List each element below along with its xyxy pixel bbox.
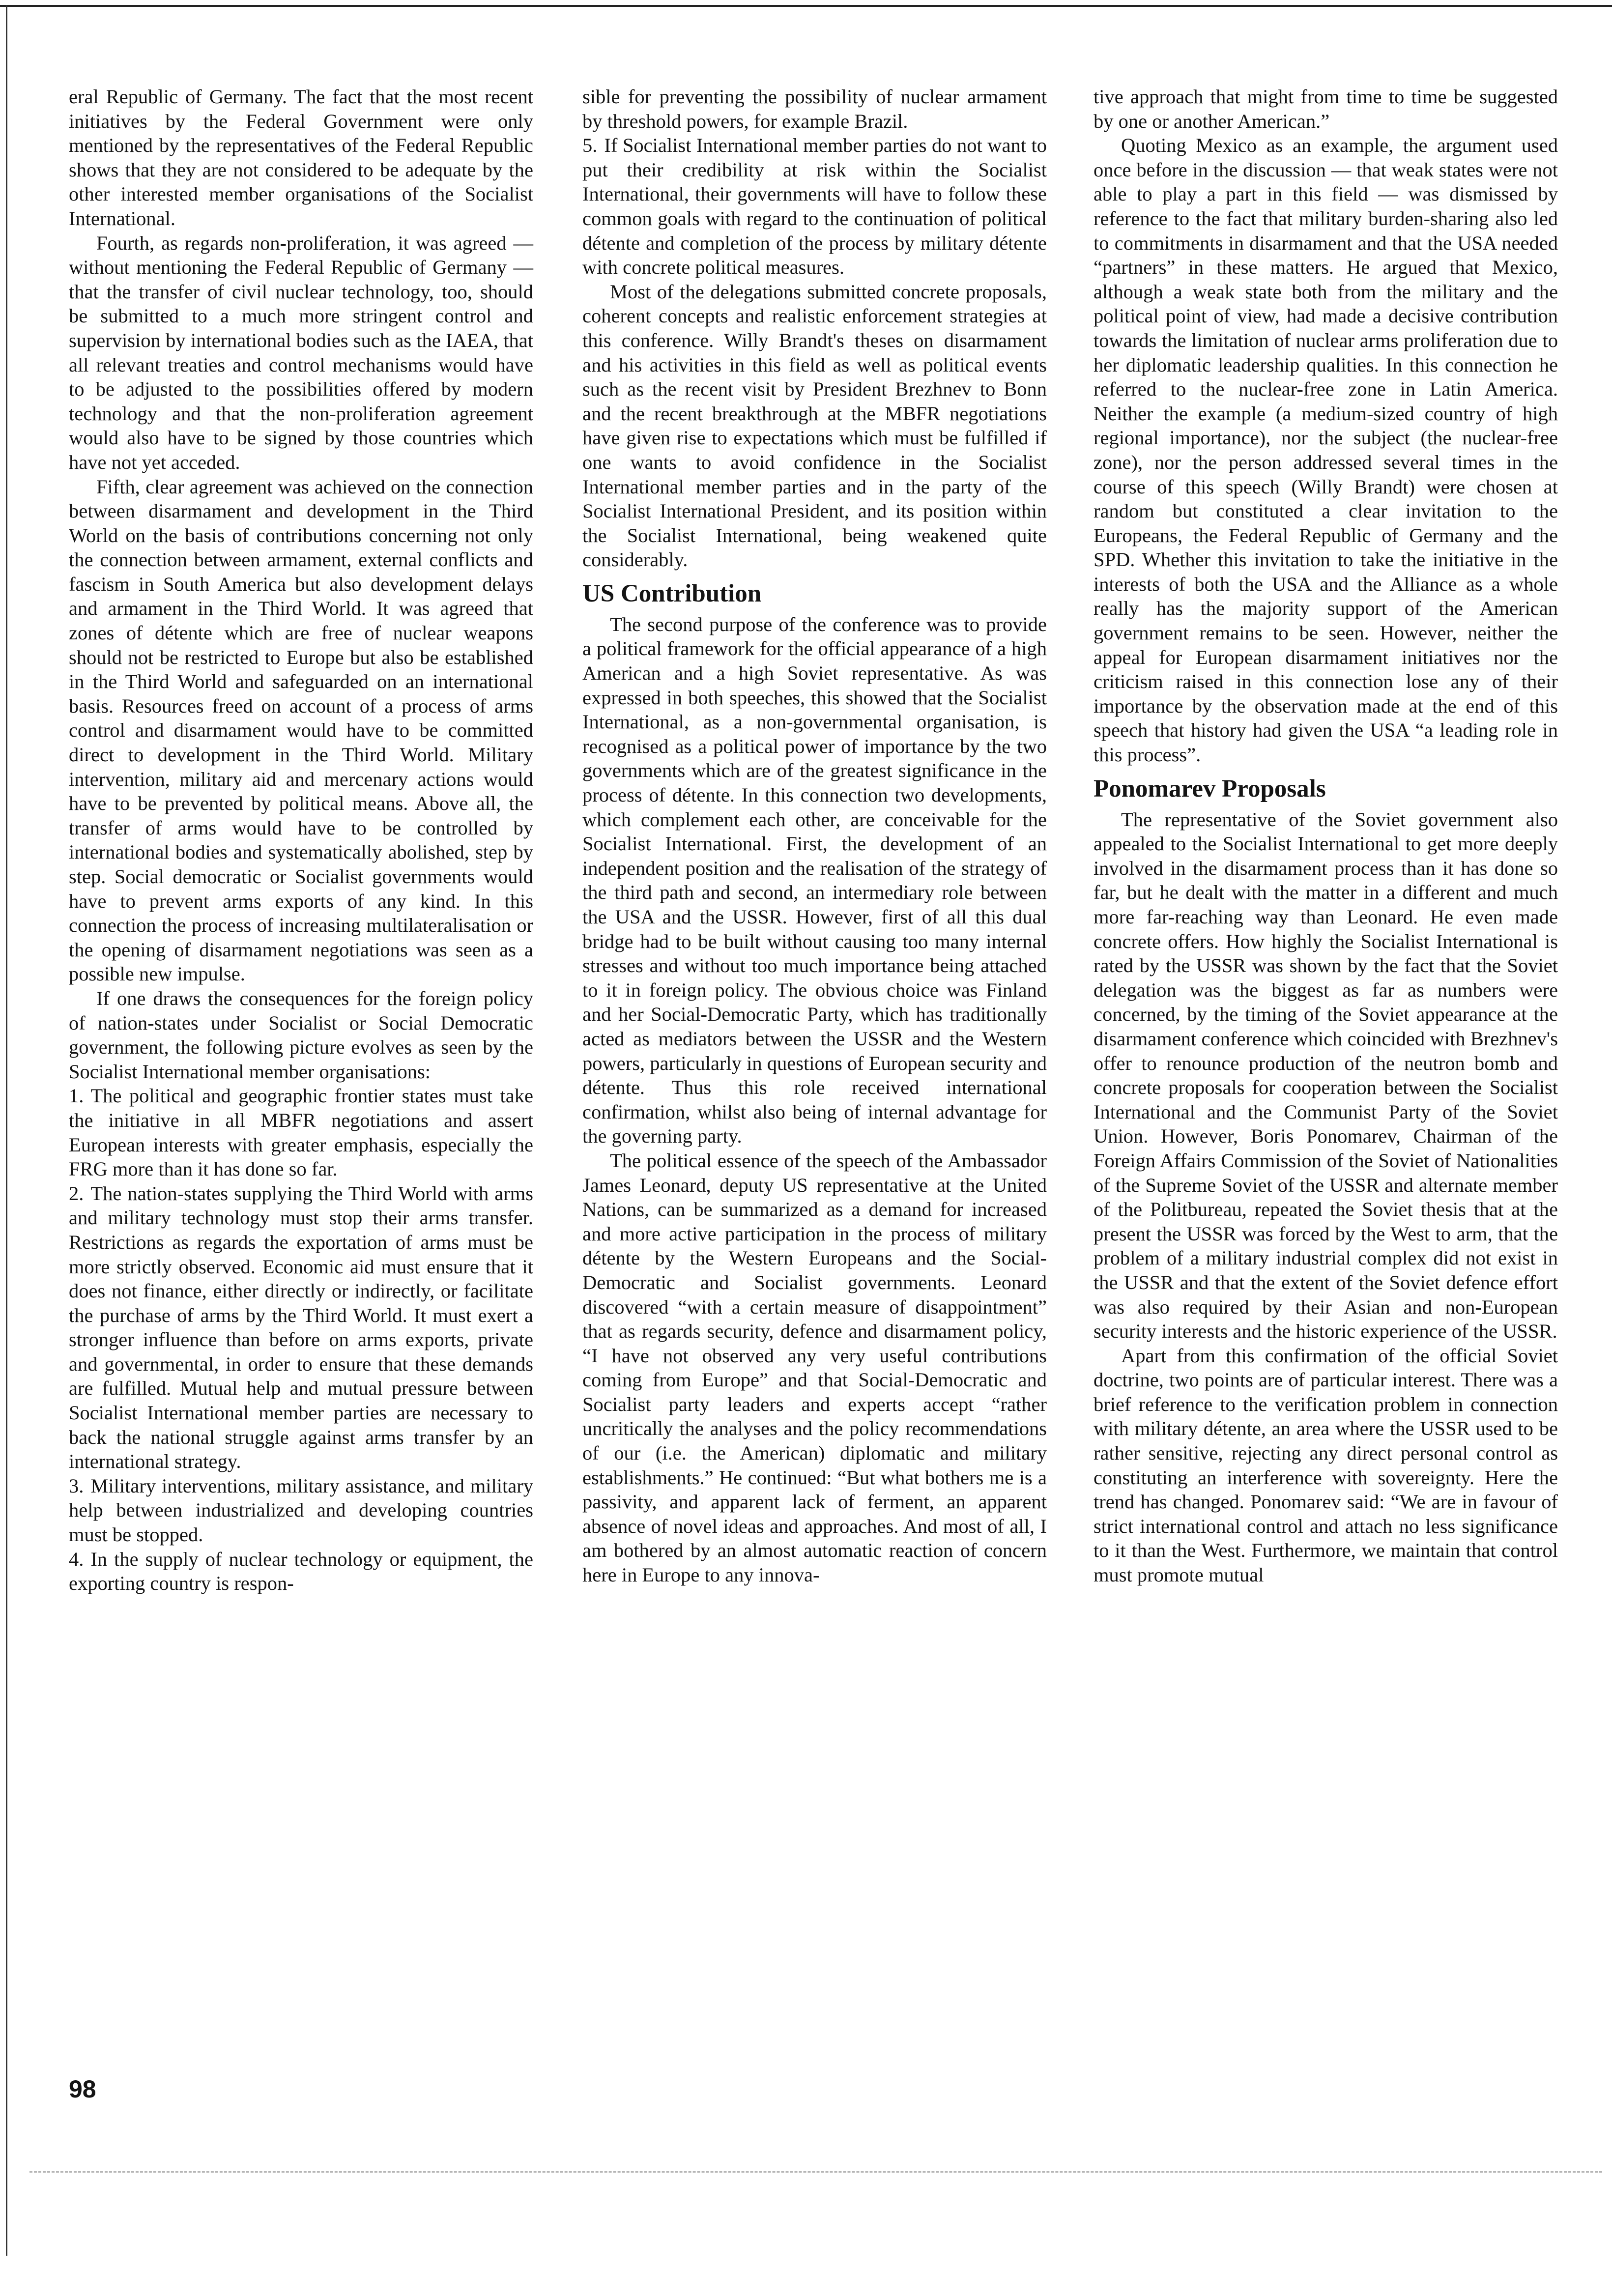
list-item xyxy=(69,1474,533,1547)
paragraph: Apart from this confirmation of the official Soviet doctrine, two points are of particular interest. There was a brief reference to the verification problem in connection with military détente, an area where the USSR used to be rather sensitive, rejecting any direct personal control as constituting an interference with sovereignty. Here the trend has changed. Ponomarev said: “We are in favour of strict international control and attach no less significance to it than the West. Furthermore, we maintain that control must promote mutual xyxy=(1094,1344,1558,1586)
paragraph: tive approach that might from time to time be suggested by one or another American.” xyxy=(1094,86,1558,132)
left-edge-rule xyxy=(6,5,7,2256)
paragraph: sible for preventing the possibility of nuclear armament by threshold powers, for example Brazil. xyxy=(582,86,1047,132)
paragraph: Quoting Mexico as an example, the argument used once before in the discussion — that weak states were not able to play a part in this field — was dismissed by reference to the fact that military burden-sharing also led to commitments in disarmament and that the USA needed “partners” in these matters. He argued that Mexico, although a weak state both from the military and the political point of view, had made a decisive contribution towards the limitation of nuclear arms proliferation due to her diplomatic leadership qualities. In this connection he referred to the nuclear-free zone in Latin America. Neither the example (a medium-sized country of high regional importance), nor the subject (the nuclear-free zone), nor the person addressed several times in the course of this speech (Willy Brandt) were chosen at random but constituted a clear invitation to the Europeans, the Federal Republic of Germany and the SPD. Whether this invitation to take the initiative in the interests of both the USA and the Alliance as a whole really has the majority support of the American government remains to be seen. However, neither the appeal for European disarmament initiatives nor the criticism raised in this connection lose any of their importance by the observation made at the end of this speech that history had given the USA “a leading role in this process”. xyxy=(1094,134,1558,766)
section-heading-ponomarev-proposals: Ponomarev Proposals xyxy=(1094,775,1326,803)
list-item xyxy=(69,1547,533,1596)
list-item xyxy=(69,1084,533,1181)
list-number: 2. xyxy=(69,1182,84,1205)
paragraph: Fourth, as regards non-proliferation, it was agreed — without mentioning the Federal Republic of Germany — that the transfer of civil nuclear technology, too, should be submitted to a much more stringent control and supervision by international bodies such as the IAEA, that all relevant treaties and control mechanisms would have to be adjusted to the possibilities offered by modern technology and that the non-proliferation agreement would also have to be signed by those countries which have not yet acceded. xyxy=(69,231,533,473)
list-text: Military interventions, military assistance, and military help between industrialized and developing countries must be stopped. xyxy=(69,1474,533,1546)
section-heading-us-contribution: US Contribution xyxy=(582,579,762,607)
list-number: 5. xyxy=(582,134,598,157)
paragraph: eral Republic of Germany. The fact that the most recent initiatives by the Federal Government were only mentioned by the representatives of the Federal Republic shows that they are not considered to be adequate by the other interested member organisations of the Socialist International. xyxy=(69,86,533,230)
list-item xyxy=(69,1181,533,1474)
paragraph: The political essence of the speech of the Ambassador James Leonard, deputy US representative at the United Nations, can be summarized as a demand for increased and more active participation in the process of military détente by the Western Europeans and the Social-Democratic and Socialist governments. Leonard discovered “with a certain measure of disappointment” that as regards security, defence and disarmament policy, “I have not observed any very useful contributions coming from Europe” and that Social-Democratic and Socialist party leaders and experts accept “rather uncritically the analyses and the policy recommendations of our (i.e. the American) diplomatic and military establishments.” He continued: “But what bothers me is a passivity, and apparent lack of ferment, an apparent absence of novel ideas and approaches. And most of all, I am bothered by an almost automatic reaction of concern here in Europe to any innova- xyxy=(582,1149,1047,1586)
list-number: 4. xyxy=(69,1548,84,1570)
text-column-3 xyxy=(1094,85,1558,1587)
page-number: 98 xyxy=(69,2075,96,2103)
list-number: 1. xyxy=(69,1085,84,1107)
paragraph: Fifth, clear agreement was achieved on the connection between disarmament and development in the Third World on the basis of contributions concerning not only the connection between armament, external conflicts and fascism in South America but also development delays and armament in the Third World. It was agreed that zones of détente which are free of nuclear weapons should not be restricted to Europe but also be established in the Third World and safeguarded on an international basis. Resources freed on account of a process of arms control and disarmament would have to be committed direct to development in the Third World. Military intervention, military aid and mercenary actions would have to be prevented by political means. Above all, the transfer of arms would have to be controlled by international bodies and systematically abolished, step by step. Social democratic or Socialist governments would have to prevent arms exports of any kind. In this connection the process of increasing multilateralisation or the opening of disarmament negotiations was seen as a possible new impulse. xyxy=(69,475,533,985)
bottom-rule xyxy=(29,2171,1602,2173)
paragraph: The representative of the Soviet government also appealed to the Socialist International to get more deeply involved in the disarmament process than it has done so far, but he dealt with the matter in a different and much more far-reaching way than Leonard. He even made concrete offers. How highly the Socialist International is rated by the USSR was shown by the fact that the Soviet delegation was the biggest as far as numbers were concerned, by the timing of the Soviet appearance at the disarmament conference which coincided with Brezhnev's offer to renounce production of the neutron bomb and concrete proposals for cooperation between the Socialist International and the Communist Party of the Soviet Union. However, Boris Ponomarev, Chairman of the Foreign Affairs Commission of the Soviet of Nationalities of the Supreme Soviet of the USSR and alternate member of the Politbureau, repeated the Soviet thesis that at the present the USSR was forced by the West to arm, that the problem of a military industrial complex did not exist in the USSR and that the extent of the Soviet defence effort was also required by their Asian and non-European security interests and the historic experience of the USSR. xyxy=(1094,808,1558,1343)
list-text: In the supply of nuclear technology or equipment, the exporting country is respon- xyxy=(69,1548,533,1595)
paragraph: The second purpose of the conference was to provide a political framework for the official appearance of a high American and a high Soviet representative. As was expressed in both speeches, this showed that the Socialist International, as a non-governmental organisation, is recognised as a political power of importance by the two governments which are of the greatest significance in the process of détente. In this connection two developments, which complement each other, are conceivable for the Socialist International. First, the development of an independent position and the realisation of the strategy of the third path and second, an intermediary role between the USA and the USSR. However, first of all this dual bridge had to be built without causing too many internal stresses and without too much importance being attached to it in foreign policy. The obvious choice was Finland and her Social-Democratic Party, which has traditionally acted as mediators between the USSR and the Western powers, particularly in questions of European security and détente. Thus this role received international confirmation, whilst also being of internal advantage for the governing party. xyxy=(582,613,1047,1148)
list-item xyxy=(582,133,1047,280)
paragraph: Most of the delegations submitted concrete proposals, coherent concepts and realistic enforcement strategies at this conference. Willy Brandt's theses on disarmament and his activities in this field as well as political events such as the recent visit by President Brezhnev to Bonn and the recent breakthrough at the MBFR negotiations have given rise to expectations which must be fulfilled if one wants to avoid confidence in the Socialist International member parties and in the party of the Socialist International President, and its position within the Socialist International, being weakened quite considerably. xyxy=(582,280,1047,571)
list-text: The political and geographic frontier states must take the initiative in all MBFR negotiations and assert European interests with greater emphasis, especially the FRG more than it has done so far. xyxy=(69,1085,533,1180)
list-text: If Socialist International member parties do not want to put their credibility at risk within the Socialist International, their governments will have to follow these common goals with regard to the continuation of political détente and completion of the process by military détente with concrete political measures. xyxy=(582,134,1047,279)
top-rule xyxy=(0,5,1612,7)
list-number: 3. xyxy=(69,1474,84,1497)
list-text: The nation-states supplying the Third World with arms and military technology must stop their arms transfer. Restrictions as regards the exportation of arms must be more strictly observed. Economic aid must ensure that it does not finance, either directly or indirectly, or facilitate the purchase of arms by the Third World. It must exert a stronger influence than before on arms exports, private and governmental, in order to ensure that these demands are fulfilled. Mutual help and mutual pressure between Socialist International member parties are necessary to back the national struggle against arms transfer by an international strategy. xyxy=(69,1182,533,1473)
text-column-1 xyxy=(69,85,533,1596)
paragraph: If one draws the consequences for the foreign policy of nation-states under Socialist or Social Democratic government, the following picture evolves as seen by the Socialist International member organisations: xyxy=(69,987,533,1083)
text-column-2 xyxy=(582,85,1047,1587)
